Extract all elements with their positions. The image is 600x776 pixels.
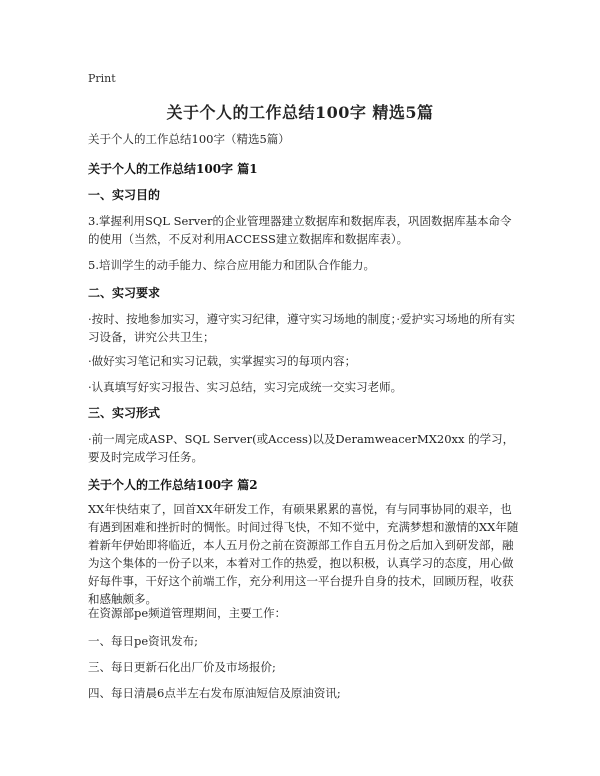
paragraph-1: 3.掌握利用SQL Server的企业管理器建立数据库和数据库表，巩固数据库基本命令的使用（当然，不反对利用ACCESS建立数据库和数据库表）。 [88, 214, 512, 246]
document-subtitle: 关于个人的工作总结100字（精选5篇） [88, 132, 290, 146]
print-label: Print [88, 72, 116, 85]
paragraph-4: ·做好实习笔记和实习记载，实掌握实习的每项内容； [88, 354, 357, 368]
section1-heading: 一、实习目的 [88, 188, 161, 202]
paragraph-11: 四、每日清晨6点半左右发布原油短信及原油资讯; [88, 686, 341, 700]
paragraph-2: 5.培训学生的动手能力、综合应用能力和团队合作能力。 [88, 258, 375, 272]
page-title: 关于个人的工作总结100字 精选5篇 [166, 103, 434, 122]
article1-heading: 关于个人的工作总结100字 篇1 [88, 162, 258, 176]
paragraph-7: XX年快结束了，回首XX年研发工作，有硕果累累的喜悦，有与同事协同的艰辛，也有遇到困难和挫折时的惆怅。时间过得飞快，不知不觉中，充满梦想和激情的XX年随着新年伊始即将临近，本人五月份之前在资源部工作自五月份之后加入到研发部，融为这个集体的一份子以来，本着对工作的热爱，抱以积极，认真学习的态度，用心做好每件事，干好这个前端工作，充分利用这一平台提升自身的技术，回顾历程，收获和感触颇多。 [88, 502, 519, 606]
section3-heading: 三、实习形式 [88, 406, 161, 420]
paragraph-6: ·前一周完成ASP、SQL Server(或Access)以及DeramweacerMX20xx 的学习，要及时完成学习任务。 [88, 432, 515, 464]
paragraph-10: 三、每日更新石化出厂价及市场报价; [88, 660, 276, 674]
paragraph-8: 在资源部pe频道管理期间，主要工作： [88, 606, 287, 620]
paragraph-5: ·认真填写好实习报告、实习总结，实习完成统一交实习老师。 [88, 380, 403, 394]
section2-heading: 二、实习要求 [88, 286, 161, 300]
paragraph-3: ·按时、按地参加实习，遵守实习纪律，遵守实习场地的制度；·爱护实习场地的所有实习设备，讲究公共卫生； [88, 312, 516, 344]
paragraph-9: 一、每日pe资讯发布; [88, 634, 199, 648]
article2-heading: 关于个人的工作总结100字 篇2 [88, 478, 258, 492]
